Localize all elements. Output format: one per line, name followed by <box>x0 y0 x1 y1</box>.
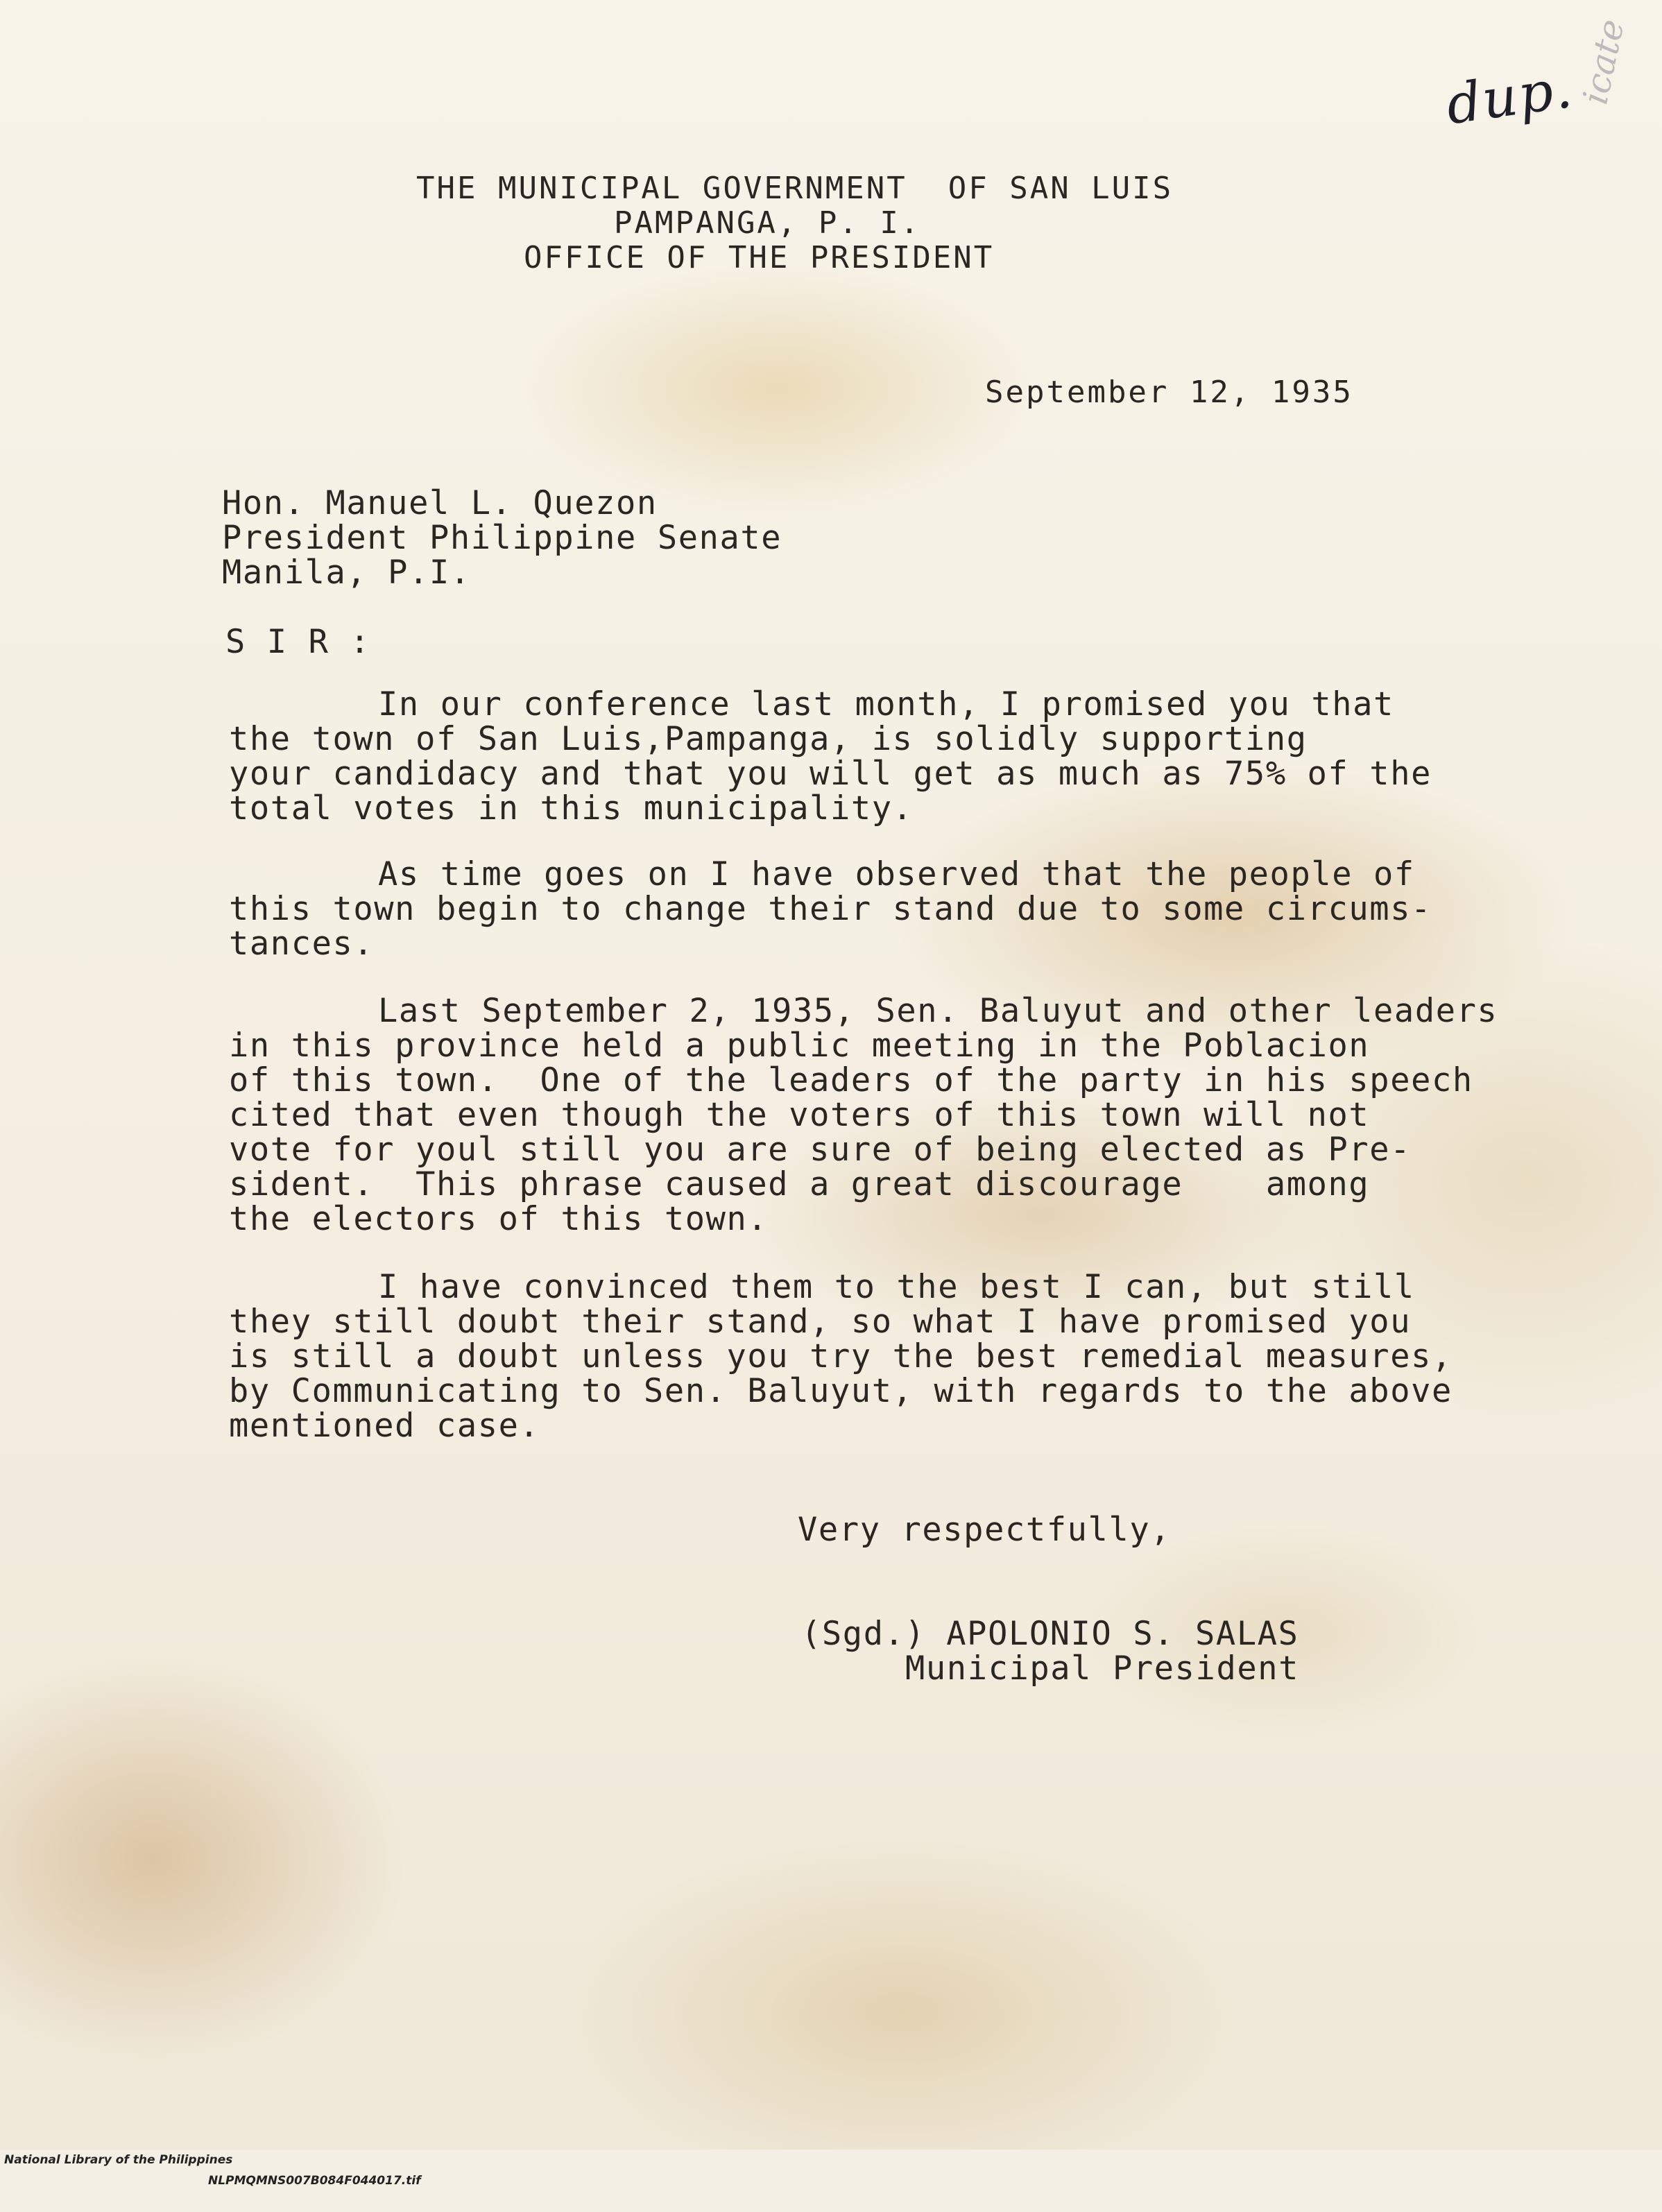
paragraph-line: I have convinced them to the best I can, but still <box>378 1268 1415 1306</box>
paragraph-line: by Communicating to Sen. Baluyut, with regards to the above <box>229 1372 1453 1410</box>
closing: Very respectfully, <box>798 1511 1172 1549</box>
footer-library: National Library of the Philippines <box>4 2153 233 2167</box>
recipient-line-2: President Philippine Senate <box>222 519 782 557</box>
paragraph-line: mentioned case. <box>229 1407 540 1445</box>
paragraph-line: vote for youl still you are sure of being elected as Pre- <box>229 1131 1412 1169</box>
paragraph-line: total votes in this municipality. <box>229 789 914 828</box>
faint-annotation: icate <box>1575 15 1632 108</box>
letterhead-line-3: OFFICE OF THE PRESIDENT <box>524 240 995 275</box>
paragraph-line: your candidacy and that you will get as much as 75% of the <box>229 755 1432 793</box>
signature-name: (Sgd.) APOLONIO S. SALAS <box>801 1615 1299 1653</box>
signature-title: Municipal President <box>905 1649 1300 1688</box>
letter-date: September 12, 1935 <box>985 375 1353 410</box>
paragraph-line: of this town. One of the leaders of the party in his speech <box>229 1061 1473 1099</box>
paragraph-line: Last September 2, 1935, Sen. Baluyut and other leaders <box>378 992 1498 1030</box>
paragraph-line: sident. This phrase caused a great discourage among <box>229 1165 1370 1203</box>
paragraph-line: is still a doubt unless you try the best remedial measures, <box>229 1337 1453 1375</box>
archive-footer <box>0 2129 1662 2188</box>
paragraph-line: the electors of this town. <box>229 1200 769 1238</box>
paragraph-line: they still doubt their stand, so what I have promised you <box>229 1303 1412 1341</box>
letterhead-line-2: PAMPANGA, P. I. <box>614 205 921 241</box>
paragraph-line: this town begin to change their stand due to some circums- <box>229 890 1432 928</box>
footer-file-id: NLPMQMNS007B084F044017.tif <box>208 2174 421 2188</box>
paragraph-line: tances. <box>229 925 375 963</box>
handwritten-annotation: dup. <box>1442 57 1577 137</box>
recipient-line-3: Manila, P.I. <box>222 554 471 592</box>
paragraph-line: cited that even though the voters of this town will not <box>229 1096 1370 1134</box>
salutation: S I R : <box>225 623 371 661</box>
paragraph-line: As time goes on I have observed that the people of <box>378 855 1415 893</box>
paragraph-line: In our conference last month, I promised you that <box>378 685 1394 723</box>
paragraph-line: in this province held a public meeting in the Poblacion <box>229 1027 1370 1065</box>
letterhead-line-1: THE MUNICIPAL GOVERNMENT OF SAN LUIS <box>416 171 1174 206</box>
paragraph-line: the town of San Luis,Pampanga, is solidly supporting <box>229 720 1308 758</box>
recipient-line-1: Hon. Manuel L. Quezon <box>222 484 658 522</box>
